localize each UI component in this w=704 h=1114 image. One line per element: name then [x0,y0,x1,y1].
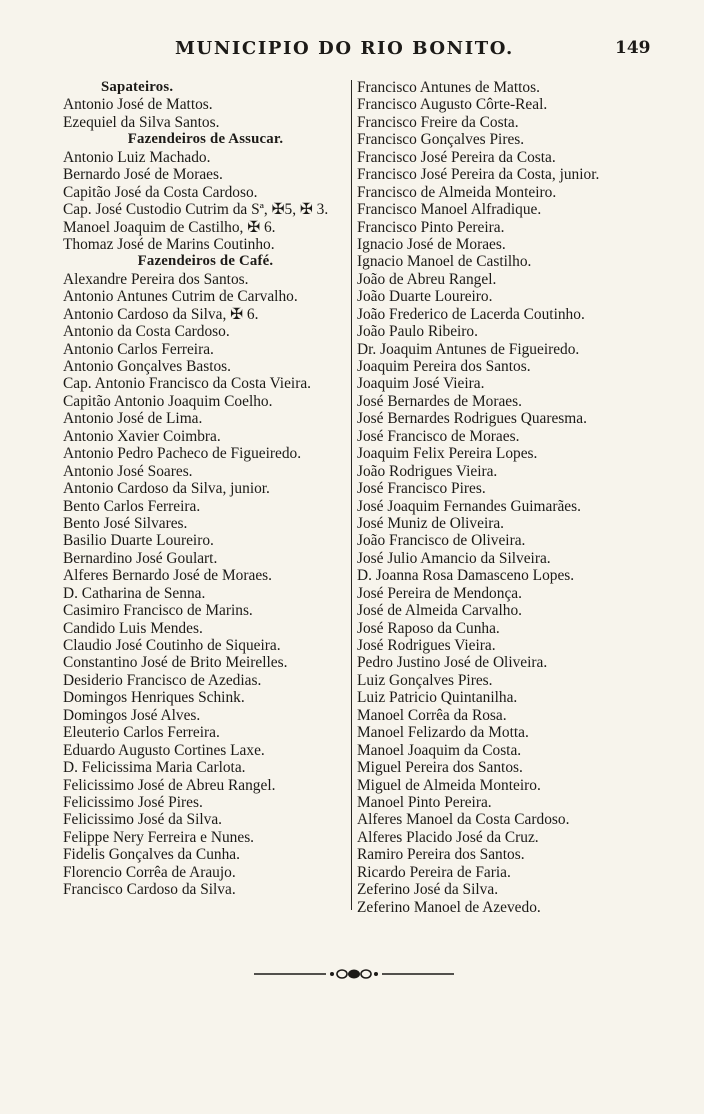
end-ornament [254,968,454,980]
list-item: João Duarte Loureiro. [357,288,493,306]
list-item: Joaquim Felix Pereira Lopes. [357,445,538,463]
list-item: Antonio José de Mattos. [63,96,213,114]
list-item: Alferes Bernardo José de Moraes. [63,567,272,585]
list-item: Casimiro Francisco de Marins. [63,602,253,620]
list-item: Ricardo Pereira de Faria. [357,863,511,881]
list-item: Claudio José Coutinho de Siqueira. [63,637,281,654]
list-item: Desiderio Francisco de Azedias. [63,671,262,689]
list-item: Antonio Luiz Machado. [63,148,211,166]
list-item: Basilio Duarte Loureiro. [63,532,214,550]
list-item: José Francisco Pires. [357,480,486,498]
list-item: Antonio Pedro Pacheco de Figueiredo. [63,445,302,463]
list-item: João Francisco de Oliveira. [357,532,526,550]
list-item: Francisco Freire da Costa. [357,113,519,131]
list-item: Felicissimo José Pires. [63,793,203,811]
list-item: Antonio José de Lima. [63,410,203,428]
list-item: José de Almeida Carvalho. [357,602,522,620]
list-item: Antonio Carlos Ferreira. [63,340,214,358]
list-item: Constantino José de Brito Meirelles. [63,654,288,672]
list-item: Alferes Manoel da Costa Cardoso. [357,811,570,829]
list-item: D. Catharina de Senna. [63,584,206,602]
list-item: Alexandre Pereira dos Santos. [63,270,249,288]
list-item: Candido Luis Mendes. [63,619,203,637]
list-item: Antonio da Costa Cardoso. [63,323,230,341]
list-item: Antonio Xavier Coimbra. [63,427,221,445]
list-item: Bernardino José Goulart. [63,549,218,567]
list-item: José Rodrigues Vieira. [357,637,496,654]
list-item: Bento Carlos Ferreira. [63,497,201,515]
page-title: MUNICIPIO DO RIO BONITO. [175,38,514,59]
list-item: D. Felicissima Maria Carlota. [63,759,246,777]
list-item: Ignacio Manoel de Castilho. [357,253,532,271]
list-item: Felicissimo José da Silva. [63,811,223,829]
list-item: José Muniz de Oliveira. [357,514,505,532]
list-item: Francisco Pinto Pereira. [357,218,505,236]
list-item: Antonio Antunes Cutrim de Carvalho. [63,288,298,306]
list-item: Manoel Joaquim da Costa. [357,741,522,759]
list-item: Bento José Silvares. [63,514,188,532]
list-item: Eleuterio Carlos Ferreira. [63,724,220,742]
list-item: Francisco de Almeida Monteiro. [357,183,557,201]
list-item: José Francisco de Moraes. [357,427,520,445]
list-item: José Julio Amancio da Silveira. [357,549,551,567]
list-item: Domingos José Alves. [63,706,201,724]
list-item: Cap. José Custodio Cutrim da Sª, ✠5, ✠ 3. [63,201,329,219]
list-item: João Frederico de Lacerda Coutinho. [357,305,585,323]
column-divider [351,80,352,910]
list-item: Manoel Joaquim de Castilho, ✠ 6. [63,218,276,236]
list-item: Manoel Felizardo da Motta. [357,724,529,742]
list-item: Francisco Manoel Alfradique. [357,201,542,219]
list-item: Florencio Corrêa de Araujo. [63,863,236,881]
list-item: Dr. Joaquim Antunes de Figueiredo. [357,340,580,358]
list-item: José Bernardes de Moraes. [357,392,522,410]
list-item: Fidelis Gonçalves da Cunha. [63,846,240,864]
list-item: Pedro Justino José de Oliveira. [357,654,548,672]
list-item: Luiz Gonçalves Pires. [357,671,493,689]
list-item: João Rodrigues Vieira. [357,462,498,480]
right-column [357,79,642,916]
section-heading: Sapateiros. [101,79,174,95]
page-header [0,38,704,64]
list-item: Thomaz José de Marins Coutinho. [63,235,275,253]
list-item: Ramiro Pereira dos Santos. [357,846,525,864]
list-item: João Paulo Ribeiro. [357,323,478,341]
list-item: Capitão José da Costa Cardoso. [63,183,258,201]
list-item: Ezequiel da Silva Santos. [63,113,220,131]
section-heading: Fazendeiros de Café. [137,253,274,270]
list-item: Francisco Antunes de Mattos. [357,79,540,96]
list-item: Eduardo Augusto Cortines Laxe. [63,741,265,759]
list-item: Manoel Pinto Pereira. [357,793,492,811]
list-item: João de Abreu Rangel. [357,270,497,288]
list-item: José Pereira de Mendonça. [357,584,522,602]
list-item: Francisco Cardoso da Silva. [63,881,236,899]
list-item: Cap. Antonio Francisco da Costa Vieira. [63,375,311,393]
list-item: D. Joanna Rosa Damasceno Lopes. [357,567,575,585]
list-item: Joaquim José Vieira. [357,375,485,393]
list-item: Antonio Cardoso da Silva, junior. [63,480,270,498]
list-item: Felippe Nery Ferreira e Nunes. [63,828,255,846]
list-item: Ignacio José de Moraes. [357,235,506,253]
list-item: José Joaquim Fernandes Guimarães. [357,497,581,515]
list-item: Miguel Pereira dos Santos. [357,759,523,777]
list-item: Bernardo José de Moraes. [63,166,223,184]
list-item: Francisco José Pereira da Costa. [357,148,556,166]
list-item: Manoel Corrêa da Rosa. [357,706,507,724]
section-heading: Fazendeiros de Assucar. [127,131,284,148]
list-item: Joaquim Pereira dos Santos. [357,358,531,375]
list-item: Francisco José Pereira da Costa, junior. [357,166,600,184]
list-item: José Bernardes Rodrigues Quaresma. [357,410,587,428]
list-item: José Raposo da Cunha. [357,619,500,637]
list-item: Antonio Gonçalves Bastos. [63,358,231,375]
list-item: Alferes Placido José da Cruz. [357,828,539,846]
list-item: Felicissimo José de Abreu Rangel. [63,776,276,794]
list-item: Domingos Henriques Schink. [63,689,245,707]
list-item: Antonio Cardoso da Silva, ✠ 6. [63,305,259,323]
list-item: Miguel de Almeida Monteiro. [357,776,541,794]
list-item: Zeferino Manoel de Azevedo. [357,898,541,916]
page-number: 149 [615,38,651,58]
left-column [63,79,348,899]
list-item: Luiz Patricio Quintanilha. [357,689,518,707]
list-item: Capitão Antonio Joaquim Coelho. [63,392,273,410]
list-item: Antonio José Soares. [63,462,193,480]
list-item: Francisco Gonçalves Pires. [357,131,525,149]
list-item: Zeferino José da Silva. [357,881,499,899]
list-item: Francisco Augusto Côrte-Real. [357,96,548,114]
